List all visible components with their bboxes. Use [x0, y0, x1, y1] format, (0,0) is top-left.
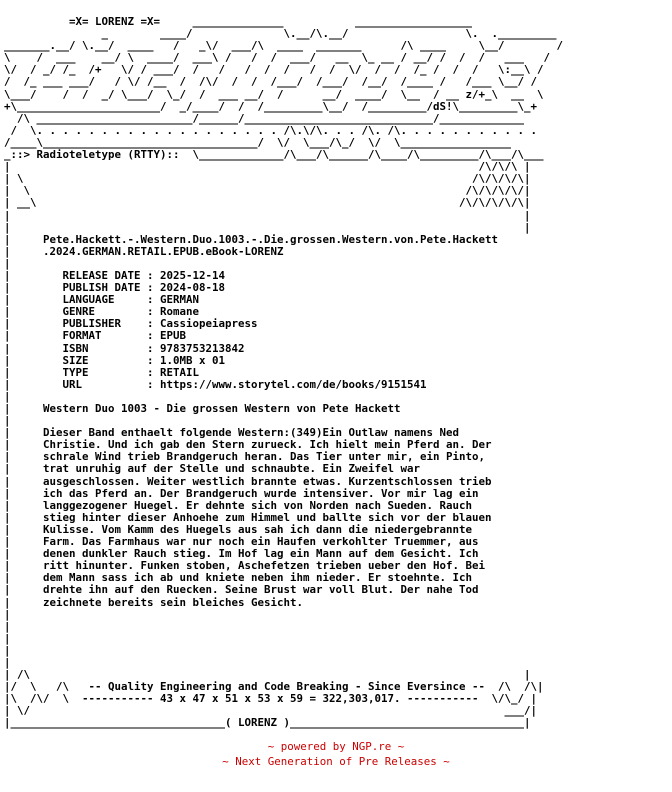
- nfo-line: | /\ |: [4, 668, 531, 682]
- nfo-line: _ ____/ \.__/\.__/ \. ._________: [4, 27, 557, 41]
- nfo-line: |: [4, 389, 11, 403]
- nfo-line: |: [4, 643, 11, 657]
- footer-tagline: ~ Next Generation of Pre Releases ~: [222, 755, 450, 768]
- nfo-line: | LANGUAGE : GERMAN: [4, 293, 200, 307]
- nfo-line: | GENRE : Romane: [4, 305, 200, 319]
- nfo-line: | TYPE : RETAIL: [4, 365, 200, 379]
- nfo-line: | |: [4, 220, 531, 234]
- nfo-line: _______.__/ \.__/ ____ / _\/ ___/\ ____ _______ /\ ____ \__/ /: [4, 39, 564, 53]
- nfo-line: |/ \ /\ -- Quality Engineering and Code Breaking - Since Eversince -- /\ /\|: [4, 680, 544, 694]
- nfo-line: |_________________________________( LORENZ )____________________________________|: [4, 716, 531, 730]
- nfo-line: | PUBLISHER : Cassiopeiapress: [4, 317, 258, 331]
- nfo-line: | drehte ihn auf den Ruecken. Seine Brust war voll Blut. Der nahe Tod: [4, 583, 479, 597]
- nfo-line: | URL : https://www.storytel.com/de/books/9151541: [4, 377, 427, 391]
- nfo-line: | PUBLISH DATE : 2024-08-18: [4, 281, 226, 295]
- nfo-line: \ / ___ __/ \ ____/ ___\ / / / ___/ __ \_ __ / __/ / / / ___ /: [4, 51, 551, 65]
- nfo-line: =X= LORENZ =X= ______________ __________________: [4, 15, 486, 28]
- nfo-line: | SIZE : 1.0MB x 01: [4, 353, 226, 367]
- nfo-line: \___/ / / _/ \___/ \_/ / ___ __/ / __/ ____/ \__ / __ z/+_\ __ \: [4, 87, 544, 101]
- nfo-line: | schrale Wind trieb Brandgeruch heran. Das Tier unter mir, ein Pinto,: [4, 450, 486, 464]
- nfo-line: |: [4, 607, 11, 621]
- nfo-line: | Dieser Band enthaelt folgende Western:(349)Ein Outlaw namens Ned: [4, 426, 460, 440]
- nfo-line: | ritt hinunter. Funken stoben, Aschefetzen trieben ueber den Hof. Bei: [4, 559, 486, 573]
- nfo-line: | FORMAT : EPUB: [4, 329, 187, 343]
- nfo-line: | \/ ___/|: [4, 704, 538, 718]
- nfo-line: | |: [4, 208, 531, 222]
- nfo-line: |: [4, 655, 11, 669]
- nfo-line: | RELEASE DATE : 2025-12-14: [4, 268, 226, 282]
- nfo-line: | /\/\/\ |: [4, 160, 531, 174]
- nfo-line: +\______________________/ _/____/ / /_________\__/ /_________/dS!\_________\_+: [4, 99, 538, 113]
- nfo-line: |: [4, 414, 11, 428]
- nfo-line: | ich das Pferd an. Der Brandgeruch wurde intensiver. Vor mir lag ein: [4, 486, 479, 500]
- nfo-line: | .2024.GERMAN.RETAIL.EPUB.eBook-LORENZ: [4, 244, 284, 258]
- nfo-line: | Farm. Das Farmhaus war nur noch ein Haufen verkohlter Truemmer, aus: [4, 535, 479, 549]
- nfo-line: | langgezogener Huegel. Er dehnte sich von Norden nach Sueden. Rauch: [4, 498, 473, 512]
- nfo-line: | __\ /\/\/\/\/\|: [4, 196, 531, 210]
- nfo-line: | Western Duo 1003 - Die grossen Western von Pete Hackett: [4, 402, 401, 415]
- nfo-line: | stieg hinter dieser Anhoehe zum Himmel und ballte sich vor der blauen: [4, 510, 492, 524]
- nfo-line: | \ /\/\/\/\/|: [4, 184, 531, 198]
- nfo-line: | ausgeschlossen. Weiter westlich brannte etwas. Kurzentschlossen trieb: [4, 474, 492, 488]
- nfo-line: /\ ________________________/______/_____________________________/_____________: [4, 111, 538, 125]
- footer-powered-by: ~ powered by NGP.re ~: [267, 740, 405, 753]
- nfo-line: | \ /\/\/\/\|: [4, 172, 531, 186]
- nfo-line: |: [4, 631, 11, 645]
- nfo-line: | Pete.Hackett.-.Western.Duo.1003.-.Die.grossen.Western.von.Pete.Hackett: [4, 232, 499, 246]
- nfo-line: / /_ ___ ___/ / \/ /__ / /\/ / / /___/ /___/ /__/ /____ / /___ \__/ /: [4, 75, 538, 89]
- nfo-line: | dem Mann sass ich ab und kniete neben ihm nieder. Er stoehnte. Ich: [4, 571, 473, 585]
- nfo-line: | zeichnete bereits sein bleiches Gesicht.: [4, 595, 304, 609]
- nfo-line: |: [4, 619, 11, 633]
- nfo-line: |: [4, 256, 11, 270]
- nfo-ascii-art-document: [4, 16, 563, 730]
- nfo-line: | ISBN : 9783753213842: [4, 341, 245, 355]
- nfo-line: \/ / _/ /_ /+ \/ / ___/ / / / / / / / \/ / / /_ / / / \:__\ /: [4, 63, 544, 77]
- nfo-line: |\ /\/ \ ----------- 43 x 47 x 51 x 53 x 59 = 322,303,017. ----------- \/\_/ |: [4, 692, 538, 706]
- nfo-line: | Christie. Und ich gab den Stern zurueck. Ich hielt mein Pferd an. Der: [4, 438, 492, 452]
- nfo-line: | trat unruhig auf der Stelle und schnaubte. Ein Zweifel war: [4, 462, 421, 476]
- nfo-line: /____\_________________________________/ \/ \___/\_/ \/ \_________________: [4, 135, 525, 149]
- nfo-line: | denen dunkler Rauch stieg. Im Hof lag ein Mann auf dem Gesicht. Ich: [4, 547, 479, 561]
- nfo-line: | Kulisse. Vom Kamm des Huegels aus sah ich dann die niedergebrannte: [4, 522, 473, 536]
- nfo-line: _::> Radioteletype (RTTY):: \_____________/\___/\______/\____/\_________/\___/\___: [4, 148, 544, 162]
- nfo-line: / \. . . . . . . . . . . . . . . . . . . /\.\/\. . . /\. /\. . . . . . . . . . .: [4, 123, 538, 137]
